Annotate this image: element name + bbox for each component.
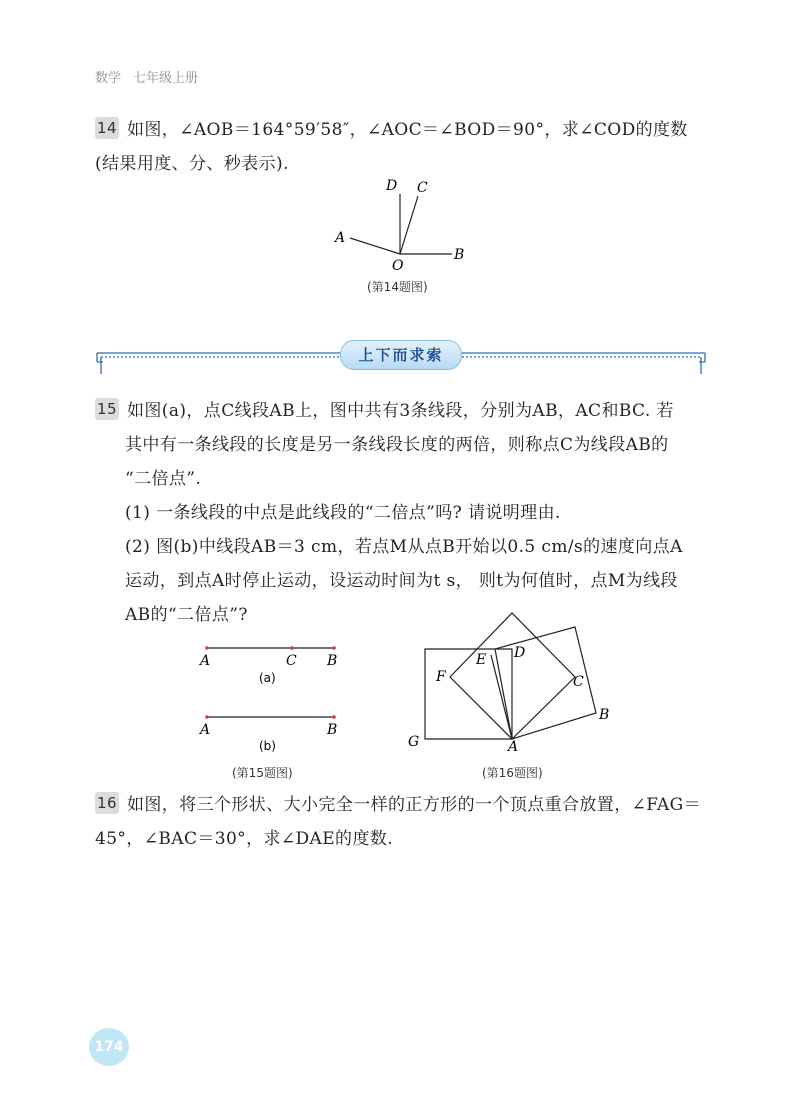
problem-15-q2-1: (2) 图(b)中线段AB＝3 cm，若点M从点B开始以0.5 cm/s的速度向点A xyxy=(125,537,683,557)
problem-15-line-1 xyxy=(95,394,707,428)
problem-15 xyxy=(95,394,707,632)
fig15b-label-B: B xyxy=(327,722,338,738)
fig16-label-G: G xyxy=(408,734,420,750)
problem-16 xyxy=(95,788,707,856)
problem-15-q1: (1) 一条线段的中点是此线段的“二倍点”吗? 请说明理由. xyxy=(125,503,561,523)
fig15a-label-A: A xyxy=(200,653,211,669)
fig16-label-E: E xyxy=(476,652,487,668)
figure-16 xyxy=(400,605,625,755)
fig14-label-A: A xyxy=(335,230,346,246)
fig14-label-B: B xyxy=(454,247,465,263)
problem-16-text-1: 如图，将三个形状、大小完全一样的正方形的一个顶点重合放置，∠FAG＝ xyxy=(127,795,702,815)
problem-16-line-1 xyxy=(95,788,707,822)
fig16-label-F: F xyxy=(436,669,446,685)
fig16-label-D: D xyxy=(514,645,526,661)
figure-14 xyxy=(330,176,480,271)
figure-15 xyxy=(195,638,355,758)
fig16-label-B: B xyxy=(599,707,610,723)
section-title: 上下而求索 xyxy=(340,340,462,370)
fig15b-caption: (b) xyxy=(259,739,276,753)
figure-15-caption: (第15题图) xyxy=(232,766,293,780)
fig15a-label-B: B xyxy=(327,653,338,669)
figure-16-caption: (第16题图) xyxy=(482,766,543,780)
problem-14 xyxy=(95,113,707,181)
fig14-label-O: O xyxy=(392,258,404,271)
problem-15-number: 15 xyxy=(95,398,119,420)
point-b-A xyxy=(205,715,209,719)
point-a-C xyxy=(290,646,294,650)
problem-14-text-1: 如图，∠AOB＝164°59′58″，∠AOC＝∠BOD＝90°，求∠COD的度数 xyxy=(127,120,688,140)
book-label: 七年级上册 xyxy=(133,71,199,86)
problem-16-text-2: 45°，∠BAC＝30°，求∠DAE的度数. xyxy=(95,829,394,849)
problem-14-line-1 xyxy=(95,113,707,147)
ray-AE xyxy=(491,655,512,739)
point-a-B xyxy=(332,646,336,650)
fig15a-label-C: C xyxy=(286,653,297,669)
fig14-label-D: D xyxy=(386,178,398,194)
ray-OC xyxy=(400,196,418,254)
fig14-label-C: C xyxy=(417,180,428,196)
running-head xyxy=(95,67,198,86)
problem-15-text-1: 如图(a)，点C线段AB上，图中共有3条线段，分别为AB，AC和BC. 若 xyxy=(127,401,674,421)
problem-16-number: 16 xyxy=(95,792,119,814)
fig16-label-A: A xyxy=(508,739,519,755)
problem-14-text-2: (结果用度、分、秒表示). xyxy=(95,154,289,174)
problem-15-q2-3: AB的“二倍点”? xyxy=(125,605,248,625)
fig15a-caption: (a) xyxy=(259,671,276,685)
ray-OA xyxy=(350,238,400,254)
problem-15-text-2: 其中有一条线段的长度是另一条线段长度的两倍，则称点C为线段AB的 xyxy=(125,435,669,455)
problem-15-text-3: “二倍点”. xyxy=(125,469,202,489)
fig16-label-C: C xyxy=(573,674,584,690)
point-b-B xyxy=(332,715,336,719)
point-a-A xyxy=(205,646,209,650)
problem-15-q2-2: 运动，到点A时停止运动，设运动时间为t s， 则t为何值时，点M为线段 xyxy=(125,571,678,591)
page-number: 174 xyxy=(89,1028,129,1066)
figure-14-caption: (第14题图) xyxy=(367,280,428,294)
fig15b-label-A: A xyxy=(200,722,211,738)
subject-label: 数学 xyxy=(95,71,122,86)
problem-14-number: 14 xyxy=(95,117,119,139)
